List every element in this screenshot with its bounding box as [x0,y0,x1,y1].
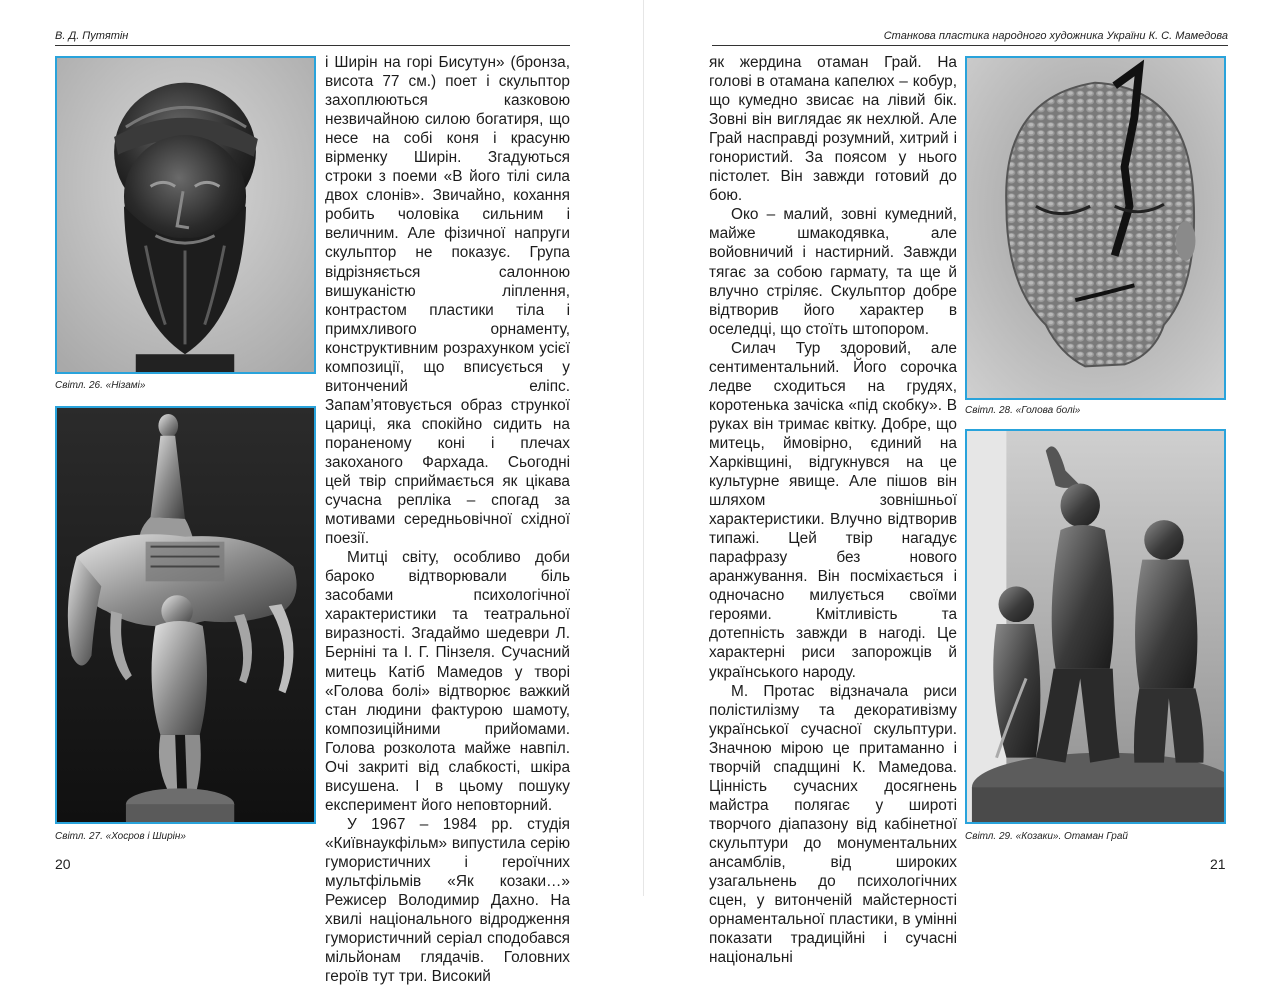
right-paragraph-2: Око – малий, зовні кумедний, майже шмакодявка, але войовничий і настирний. Завжди тягає за собою гармату, та ще й влучно стріляє. Скульптор добре відтворив його характер в оселедці, що стоїть штопором. [709,206,957,338]
photo-kozaky [965,429,1226,824]
caption-fig-29: Світл. 29. «Козаки». Отаман Грай [965,831,1128,842]
right-paragraph-4: М. Протас відзначала риси полістилізму та декоративізму української сучасної скульптури. Значною мірою це притаманно і творчій спадщині К. Мамедова. Цінність сучасних досягнень майстра полягає у широті творчого діапазону від кабінетної скульптури до монументальних ансамблів, від широких узагальнень до психологічних сцен, у витонченій майстерності орнаментальної пластики, в умінні показати традиційні і сучасні національні [709,682,957,967]
right-page [644,0,1288,967]
left-paragraph-3: У 1967 – 1984 рр. студія «Київнаукфільм» випустила серію гумористичних і героїчних мультфільмів «Як козаки…» Режисер Володимир Дахно. На хвилі національного відродження гумористичний серіал сподобався мільйонам глядачів. Головних героїв тут три. Високий [325,815,570,986]
photo-holova-boli [965,56,1226,400]
page-number-right: 21 [1210,856,1226,872]
header-rule [55,45,570,46]
right-paragraph-3: Силач Тур здоровий, але сентиментальний. Його сорочка ледве сходиться на грудях, коротенька зачіска «під скобку». В руках він тримає квітку. Добре, що митець, ймовірно, єдиний на Харківщині, відгукнувся на це культурне явище. Але пішов він шляхом зовнішньої характеристики. Влучно відтворив типажі. Цей твір нагадує парафразу без нового аранжування. Він посміхається і одночасно милується своїми героями. Кмітливість та дотепність завжди в нагоді. Це характерні риси запорожців й українського народу. [709,339,957,681]
photo-nizami-bust [55,56,316,374]
photo-khosrov-shirin [55,406,316,824]
caption-fig-27: Світл. 27. «Хосров і Ширін» [55,831,186,842]
left-paragraph-1: і Ширін на горі Бисутун» (бронза, висота 77 см.) поет і скульптор захоплюються казковою незвичайною силою богатиря, що несе на собі коня і красуню вірменку Ширін. Згадуються строки з поеми «В його тілі сила двох слонів». Звичайно, кохання робить чоловіка сильним і величним. Але фізичної напруги скульптор не показує. Група відрізняється салонною вишуканістю ліплення, контрастом пластики тіла і примхливого орнаменту, конструктивним розрахунком усієї композиції, що вписується у витончений еліпс. Запам’ятовується образ стрункої цариці, яка спокійно сидить на пораненому коні і плечах закоханого Фархада. Сьогодні цей твір сприймається як цікава сучасна репліка – спогад за мотивами середньовічної східної поезії. [325,54,570,548]
header-rule [712,45,1228,46]
running-head-title: Станкова пластика народного художника України К. С. Мамедова [883,30,1228,42]
right-text-column [709,53,957,967]
running-head-author: В. Д. Путятін [55,30,129,42]
right-paragraph-1: як жердина отаман Грай. На голові в отамана капелюх – кобур, що кумедно звисає на лівий бік. Зовні він виглядає як нехлюй. Але Грай насправді розумний, хитрий і гонористий. За поясом у нього пістолет. Він завжди готовий до бою. [709,54,957,205]
page-number-left: 20 [55,856,71,872]
left-paragraph-2: Митці світу, особливо доби бароко відтворювали біль засобами психологічної характеристики та театральної виразності. Згадаймо шедеври Л. Берніні та І. Г. Пінзеля. Сучасний митець Катіб Мамедов у творі «Голова болі» відтворює важкий стан людини фактурою шамоту, композиційними прийомами. Голова розколота майже навпіл. Очі закриті від слабкості, шкіра висушена. І в цьому пошуку експеримент його неповторний. [325,549,570,814]
caption-fig-26: Світл. 26. «Нізамі» [55,380,146,391]
caption-fig-28: Світл. 28. «Голова болі» [965,405,1081,416]
left-text-column [325,53,570,986]
